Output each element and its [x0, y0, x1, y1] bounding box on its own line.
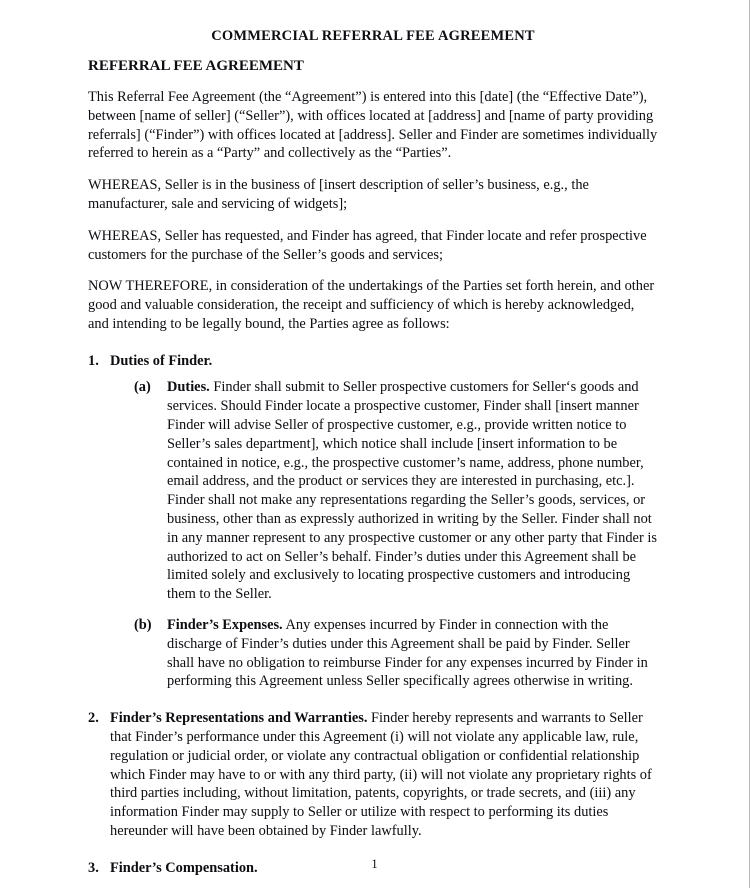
section-text: [110, 352, 658, 371]
subsection-text: [167, 616, 658, 691]
subsection-marker: (b): [134, 617, 152, 634]
section-body: Finder hereby represents and warrants to Seller that Finder’s performance under this Agreement (i) will not violate any applicable law, rule, regulation or judicial order, or violate any contractual obligation or confidential relationship which Finder may have to or with any third party, (ii) will not violate any proprietary rights of third parties including, without limitation, patents, copyrights, or trade secrets, and (iii) any information Finder may supply to Seller or utilize with respect to performing its duties hereunder will have been obtained by Finder lawfully.: [110, 710, 652, 840]
section-1-duties-of-finder: [88, 352, 658, 692]
subsection-heading: Duties.: [167, 379, 210, 396]
subsection-body: Finder shall submit to Seller prospective customers for Seller‘s goods and services. Should Finder locate a prospective customer, Finder shall [insert manner Finder will advise Seller of prospective customer, e.g., provide written notice to Seller’s sales department], which notice shall include [insert information to be contained in notice, e.g., the prospective customer’s name, address, phone number, email address, and the product or services they are interested in purchasing, etc.]. Finder shall not make any representations regarding the Seller’s goods, services, or business, other than as expressly authorized in writing by the Seller. Finder shall not in any manner represent to any prospective customer or any other party that Finder is authorized to act on Seller’s behalf. Finder’s duties under this Agreement shall be limited solely and exclusively to locating prospective customers and introducing them to the Seller.: [167, 379, 657, 603]
section-2-representations-and-warranties: [88, 709, 658, 841]
agreement-section-list: [88, 352, 658, 878]
preamble-paragraph-whereas-request: WHEREAS, Seller has requested, and Finder has agreed, that Finder locate and refer prospective customers for the purchase of the Seller’s goods and services;: [88, 227, 647, 263]
section-heading: Finder’s Representations and Warranties.: [110, 710, 368, 727]
section-number: 2.: [88, 710, 99, 727]
section-heading: Duties of Finder.: [110, 352, 213, 369]
preamble-paragraph-parties: This Referral Fee Agreement (the “Agreement”) is entered into this [date] (the “Effective Date”), between [name of seller] (“Seller”), with offices located at [address] and [name of party providing referrals] (“Finder”) with offices located at [address]. Seller and Finder are sometimes individually referred to herein as a “Party” and collectively as the “Parties”.: [88, 88, 658, 162]
preamble-paragraph-now-therefore: NOW THEREFORE, in consideration of the undertakings of the Parties set forth herein, and other good and valuable consideration, the receipt and sufficiency of which is hereby acknowledged, and intending to be legally bound, the Parties agree as follows:: [88, 278, 655, 332]
subsection-text: [167, 378, 658, 604]
subsection-marker: (a): [134, 379, 151, 396]
section-number: 1.: [88, 352, 99, 369]
subsection-body: Any expenses incurred by Finder in connection with the discharge of Finder’s duties under this Agreement shall be paid by Finder. Seller shall have no obligation to reimburse Finder for any expenses incurred by Finder in performing this Agreement unless Seller specifically agrees otherwise in writing.: [167, 617, 648, 690]
section-1-subsection-list: [110, 378, 658, 691]
section-text: [110, 709, 658, 841]
page-number-footer: 1: [371, 857, 378, 871]
subsection-1b-finders-expenses: [134, 616, 658, 691]
preamble-paragraph-whereas-business: WHEREAS, Seller is in the business of [insert description of seller’s business, e.g., the manufacturer, sale and servicing of widgets];: [88, 177, 589, 212]
subsection-1a-duties: [134, 378, 658, 604]
document-subtitle: REFERRAL FEE AGREEMENT: [88, 57, 304, 74]
document-title: COMMERCIAL REFERRAL FEE AGREEMENT: [211, 28, 535, 44]
section-number: 3.: [88, 859, 99, 876]
document-body: [88, 28, 658, 878]
section-heading: Finder’s Compensation.: [110, 859, 258, 876]
subsection-heading: Finder’s Expenses.: [167, 617, 283, 634]
